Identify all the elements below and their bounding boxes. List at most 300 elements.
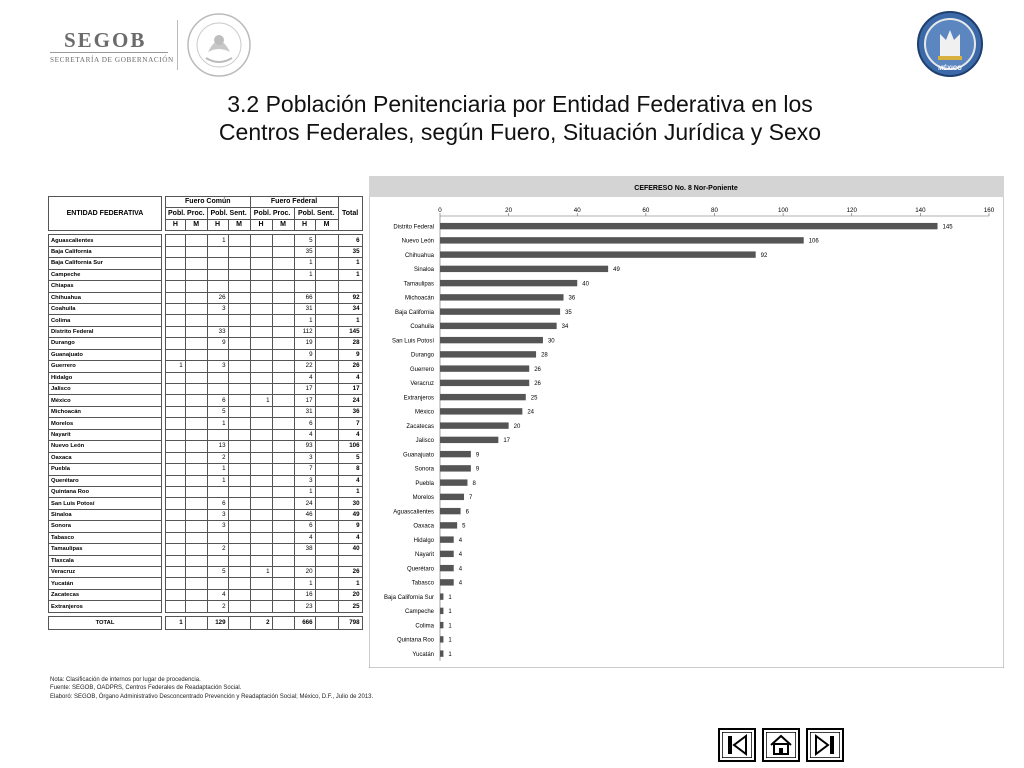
value-cell: [185, 258, 207, 269]
table-row: [49, 406, 363, 417]
table-row: [49, 452, 363, 463]
value-cell: [228, 384, 250, 395]
bar-value-label: 40: [582, 281, 589, 288]
value-cell: [315, 589, 338, 600]
note-line: Nota: Clasificación de internos por lugar de procedencia.: [50, 677, 201, 683]
category-label: Oaxaca: [413, 523, 434, 530]
value-cell: [250, 486, 272, 497]
population-table: [48, 196, 363, 630]
value-cell: [185, 349, 207, 360]
value-cell: 1: [294, 578, 315, 589]
value-cell: 31: [294, 406, 315, 417]
value-cell: 1: [207, 418, 228, 429]
value-cell: [185, 555, 207, 566]
entity-cell: Baja California: [49, 246, 162, 257]
value-cell: 4: [207, 589, 228, 600]
value-cell: [315, 326, 338, 337]
entity-cell: Sinaloa: [49, 509, 162, 520]
value-cell: [185, 616, 207, 629]
value-cell: [272, 406, 294, 417]
sex-h-header: H: [166, 219, 186, 230]
value-cell: [250, 475, 272, 486]
entity-cell: Morelos: [49, 418, 162, 429]
table-row: [49, 281, 363, 292]
entity-cell: Yucatán: [49, 578, 162, 589]
value-cell: 9: [207, 338, 228, 349]
value-cell: [166, 578, 186, 589]
value-cell: [166, 429, 186, 440]
next-page-button[interactable]: [806, 728, 844, 762]
value-cell: [166, 475, 186, 486]
category-label: Yucatán: [412, 651, 434, 658]
value-cell: 17: [294, 384, 315, 395]
category-label: Extranjeros: [403, 395, 434, 402]
bar-value-label: 9: [475, 452, 480, 459]
bar-value-label: 7: [469, 495, 473, 502]
value-cell: [228, 601, 250, 612]
value-cell: [228, 452, 250, 463]
bar-value-label: 1: [448, 594, 452, 601]
value-cell: [228, 326, 250, 337]
bar: [440, 608, 443, 614]
author-line: Elaboró: SEGOB, Órgano Administrativo Desconcentrado Prevención y Readaptación Social; México, D.F., Julio de 2013.: [50, 693, 374, 700]
value-cell: [250, 601, 272, 612]
value-cell: [315, 258, 338, 269]
value-cell: 6: [207, 395, 228, 406]
bar-value-label: 28: [541, 352, 548, 359]
value-cell: [228, 532, 250, 543]
value-cell: [272, 555, 294, 566]
total-cell: 36: [338, 406, 362, 417]
chart-frame: [369, 176, 1004, 668]
value-cell: [185, 532, 207, 543]
table-row: [49, 441, 363, 452]
value-cell: [185, 315, 207, 326]
home-button[interactable]: [762, 728, 800, 762]
value-cell: [228, 292, 250, 303]
value-cell: [185, 269, 207, 280]
bar: [440, 237, 804, 243]
bar: [440, 380, 529, 386]
sex-m-header: M: [272, 219, 294, 230]
entity-cell: Sonora: [49, 521, 162, 532]
value-cell: [228, 441, 250, 452]
value-cell: [228, 361, 250, 372]
table-row: [49, 235, 363, 246]
value-cell: 19: [294, 338, 315, 349]
value-cell: [250, 338, 272, 349]
bar: [440, 337, 543, 343]
value-cell: [166, 509, 186, 520]
total-cell: 20: [338, 589, 362, 600]
value-cell: 3: [207, 303, 228, 314]
value-cell: [207, 486, 228, 497]
entity-cell: Michoacán: [49, 406, 162, 417]
value-cell: 1: [207, 475, 228, 486]
value-cell: 13: [207, 441, 228, 452]
value-cell: [315, 406, 338, 417]
value-cell: [315, 361, 338, 372]
first-page-icon: [722, 732, 752, 758]
value-cell: [207, 281, 228, 292]
value-cell: [185, 246, 207, 257]
total-cell: [338, 555, 362, 566]
value-cell: 5: [207, 567, 228, 578]
category-label: Baja California: [394, 309, 434, 316]
value-cell: [185, 361, 207, 372]
bar: [440, 294, 564, 300]
value-cell: 24: [294, 498, 315, 509]
value-cell: [272, 544, 294, 555]
value-cell: [250, 258, 272, 269]
value-cell: [228, 429, 250, 440]
bar-value-label: 1: [448, 637, 452, 644]
bar: [440, 365, 529, 371]
category-label: Distrito Federal: [393, 224, 434, 231]
value-cell: [272, 315, 294, 326]
value-cell: [228, 269, 250, 280]
bar: [440, 494, 464, 500]
value-cell: [166, 532, 186, 543]
entity-cell: Guerrero: [49, 361, 162, 372]
bar: [440, 408, 522, 414]
entity-cell: Colima: [49, 315, 162, 326]
value-cell: [272, 589, 294, 600]
value-cell: [272, 475, 294, 486]
value-cell: [185, 418, 207, 429]
value-cell: 2: [207, 601, 228, 612]
bar: [440, 522, 457, 528]
value-cell: [272, 349, 294, 360]
value-cell: 1: [166, 616, 186, 629]
category-label: Tabasco: [411, 580, 434, 587]
table-row: [49, 361, 363, 372]
value-cell: 31: [294, 303, 315, 314]
total-cell: 49: [338, 509, 362, 520]
value-cell: [166, 395, 186, 406]
total-cell: 92: [338, 292, 362, 303]
value-cell: [294, 281, 315, 292]
total-cell: 24: [338, 395, 362, 406]
first-page-button[interactable]: [718, 728, 756, 762]
bar: [440, 280, 577, 286]
value-cell: 3: [294, 475, 315, 486]
value-cell: [272, 384, 294, 395]
category-label: Quintana Roo: [396, 637, 434, 644]
value-cell: 112: [294, 326, 315, 337]
table-row: [49, 544, 363, 555]
table-row: [49, 384, 363, 395]
value-cell: [250, 578, 272, 589]
entity-cell: Chihuahua: [49, 292, 162, 303]
value-cell: [315, 246, 338, 257]
value-cell: [250, 418, 272, 429]
value-cell: [166, 235, 186, 246]
total-cell: 1: [338, 258, 362, 269]
sex-h-header: H: [207, 219, 228, 230]
category-label: Tamaulipas: [403, 281, 434, 288]
value-cell: [315, 555, 338, 566]
value-cell: 9: [294, 349, 315, 360]
value-cell: [250, 532, 272, 543]
table-row: [49, 555, 363, 566]
table-row: [49, 429, 363, 440]
value-cell: 6: [294, 418, 315, 429]
entity-cell: Zacatecas: [49, 589, 162, 600]
value-cell: 1: [294, 269, 315, 280]
entity-cell: Tabasco: [49, 532, 162, 543]
category-label: Durango: [410, 352, 434, 359]
total-cell: 1: [338, 315, 362, 326]
table-row: [49, 498, 363, 509]
value-cell: [272, 452, 294, 463]
category-label: Campeche: [404, 609, 434, 616]
federal-sent-header: Pobl. Sent.: [294, 208, 338, 219]
bar: [440, 593, 443, 599]
category-label: Veracruz: [410, 381, 434, 388]
value-cell: 6: [207, 498, 228, 509]
value-cell: [272, 464, 294, 475]
value-cell: [166, 498, 186, 509]
value-cell: [185, 567, 207, 578]
value-cell: [166, 589, 186, 600]
value-cell: [272, 616, 294, 629]
value-cell: [207, 315, 228, 326]
sex-h-header: H: [250, 219, 272, 230]
entity-cell: Durango: [49, 338, 162, 349]
value-cell: [228, 486, 250, 497]
value-cell: [315, 429, 338, 440]
value-cell: [315, 384, 338, 395]
bar-value-label: 34: [561, 324, 569, 331]
value-cell: [166, 269, 186, 280]
category-label: Guerrero: [409, 366, 434, 373]
value-cell: [166, 544, 186, 555]
comun-proc-header: Pobl. Proc.: [166, 208, 208, 219]
table-row: [49, 349, 363, 360]
entity-cell: Hidalgo: [49, 372, 162, 383]
entity-cell: Tamaulipas: [49, 544, 162, 555]
entity-cell: Guanajuato: [49, 349, 162, 360]
segob-logo-rule: [50, 52, 168, 53]
x-tick-label: 0: [438, 207, 442, 214]
bar-value-label: 92: [760, 252, 768, 259]
x-tick-label: 160: [983, 207, 995, 214]
value-cell: 2: [207, 452, 228, 463]
value-cell: [250, 429, 272, 440]
value-cell: 4: [294, 429, 315, 440]
bar-value-label: 30: [547, 338, 555, 345]
value-cell: [228, 567, 250, 578]
total-cell: 6: [338, 235, 362, 246]
entity-cell: Nayarit: [49, 429, 162, 440]
value-cell: [272, 338, 294, 349]
bar-value-label: 6: [465, 509, 469, 516]
total-cell: 1: [338, 578, 362, 589]
table-row: [49, 338, 363, 349]
table-row: [49, 532, 363, 543]
value-cell: 3: [207, 521, 228, 532]
total-cell: 4: [338, 475, 362, 486]
value-cell: 3: [207, 509, 228, 520]
category-label: Hidalgo: [413, 537, 434, 544]
value-cell: [250, 361, 272, 372]
total-cell: 1: [338, 269, 362, 280]
value-cell: [185, 384, 207, 395]
total-cell: 28: [338, 338, 362, 349]
value-cell: [207, 269, 228, 280]
category-label: Zacatecas: [406, 423, 434, 430]
value-cell: [207, 384, 228, 395]
total-cell: 4: [338, 532, 362, 543]
bar-value-label: 4: [458, 566, 463, 573]
bar: [440, 650, 443, 656]
value-cell: [272, 567, 294, 578]
value-cell: [294, 555, 315, 566]
value-cell: [166, 441, 186, 452]
total-cell: 34: [338, 303, 362, 314]
value-cell: 38: [294, 544, 315, 555]
value-cell: [185, 429, 207, 440]
value-cell: [315, 349, 338, 360]
value-cell: [250, 589, 272, 600]
value-cell: [185, 372, 207, 383]
sex-m-header: M: [315, 219, 338, 230]
bar: [440, 308, 560, 314]
x-tick-label: 80: [711, 207, 718, 214]
bar-value-label: 1: [448, 651, 452, 658]
value-cell: [166, 567, 186, 578]
value-cell: [315, 544, 338, 555]
mexico-seal-icon: [186, 12, 252, 78]
value-cell: [166, 486, 186, 497]
bar: [440, 323, 557, 329]
value-cell: [185, 338, 207, 349]
table-row: [49, 372, 363, 383]
page-title: [120, 90, 920, 146]
entity-cell: San Luis Potosí: [49, 498, 162, 509]
value-cell: [250, 246, 272, 257]
value-cell: [272, 395, 294, 406]
bar-value-label: 4: [458, 552, 463, 559]
value-cell: 26: [207, 292, 228, 303]
value-cell: [272, 292, 294, 303]
total-cell: 9: [338, 349, 362, 360]
entity-cell: Tlaxcala: [49, 555, 162, 566]
bar: [440, 508, 461, 514]
value-cell: [250, 235, 272, 246]
value-cell: [166, 315, 186, 326]
value-cell: [250, 315, 272, 326]
source-line: Fuente: SEGOB, OADPRS, Centros Federales de Readaptación Social.: [50, 685, 242, 692]
table-row: [49, 486, 363, 497]
table-row: [49, 521, 363, 532]
segob-logo-subtitle: SECRETARÍA DE GOBERNACIÓN: [50, 56, 174, 64]
bar: [440, 422, 509, 428]
value-cell: 35: [294, 246, 315, 257]
value-cell: 666: [294, 616, 315, 629]
value-cell: [185, 498, 207, 509]
category-label: Nayarit: [414, 552, 434, 559]
total-cell: 5: [338, 452, 362, 463]
category-label: Baja California Sur: [383, 594, 434, 601]
value-cell: 5: [294, 235, 315, 246]
value-cell: [166, 326, 186, 337]
value-cell: [207, 349, 228, 360]
total-cell: 26: [338, 567, 362, 578]
value-cell: 4: [294, 372, 315, 383]
value-cell: [272, 372, 294, 383]
entity-header: ENTIDAD FEDERATIVA: [49, 197, 162, 231]
value-cell: [250, 509, 272, 520]
value-cell: [272, 303, 294, 314]
bar: [440, 551, 454, 557]
value-cell: [315, 601, 338, 612]
value-cell: [315, 567, 338, 578]
value-cell: [250, 269, 272, 280]
table-row: [49, 395, 363, 406]
value-cell: [272, 326, 294, 337]
value-cell: [272, 418, 294, 429]
bar-value-label: 35: [565, 309, 572, 316]
bar-value-label: 5: [462, 523, 466, 530]
value-cell: 1: [294, 486, 315, 497]
table-row: [49, 292, 363, 303]
value-cell: [250, 326, 272, 337]
fuero-federal-header: Fuero Federal: [250, 197, 338, 208]
x-tick-label: 100: [777, 207, 789, 214]
total-cell: 26: [338, 361, 362, 372]
value-cell: [228, 498, 250, 509]
value-cell: 5: [207, 406, 228, 417]
value-cell: [185, 475, 207, 486]
value-cell: 2: [250, 616, 272, 629]
value-cell: [272, 269, 294, 280]
category-label: México: [414, 409, 434, 416]
value-cell: [315, 441, 338, 452]
value-cell: [228, 475, 250, 486]
value-cell: [207, 429, 228, 440]
value-cell: 1: [207, 464, 228, 475]
value-cell: [228, 338, 250, 349]
value-cell: [272, 486, 294, 497]
value-cell: [207, 246, 228, 257]
value-cell: [250, 555, 272, 566]
bar: [440, 394, 526, 400]
value-cell: [185, 578, 207, 589]
category-label: Coahuila: [410, 324, 434, 331]
value-cell: [315, 452, 338, 463]
total-cell: 9: [338, 521, 362, 532]
table-row: [49, 326, 363, 337]
value-cell: [185, 544, 207, 555]
value-cell: [185, 406, 207, 417]
value-cell: [166, 303, 186, 314]
value-cell: [166, 384, 186, 395]
bar: [440, 579, 454, 585]
badge-text: MÉXICO: [938, 66, 962, 72]
value-cell: [272, 429, 294, 440]
value-cell: [315, 395, 338, 406]
total-cell: 17: [338, 384, 362, 395]
value-cell: [315, 616, 338, 629]
footnotes: [50, 676, 373, 701]
value-cell: [166, 338, 186, 349]
entity-cell: Extranjeros: [49, 601, 162, 612]
total-row: [49, 616, 363, 629]
value-cell: 46: [294, 509, 315, 520]
value-cell: 1: [166, 361, 186, 372]
